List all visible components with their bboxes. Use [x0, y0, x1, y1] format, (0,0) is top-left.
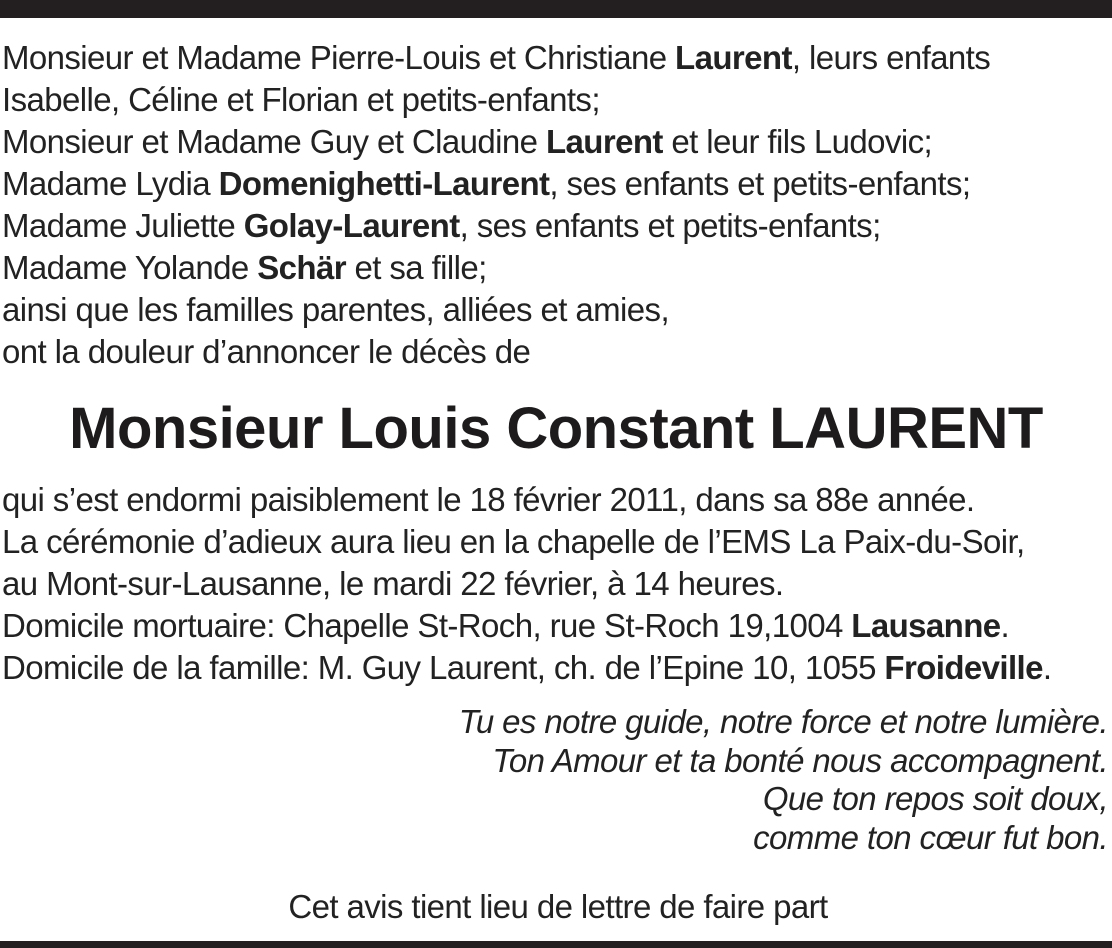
- closing-note: [0, 886, 1112, 928]
- family-surname: Schär: [257, 249, 346, 286]
- poem-line: Que ton repos soit doux,: [762, 780, 1108, 817]
- family-surname: Golay-Laurent: [243, 207, 460, 244]
- detail-line-text: qui s’est endormi paisiblement le 18 février 2011, dans sa 88e année.: [2, 481, 975, 518]
- detail-line-text: Domicile mortuaire: Chapelle St-Roch, rue St-Roch 19,1004: [2, 607, 852, 644]
- family-line: [2, 79, 1110, 121]
- detail-line: [2, 647, 1110, 689]
- top-border-rule: [0, 0, 1112, 18]
- poem-line: Tu es notre guide, notre force et notre lumière.: [458, 703, 1108, 740]
- family-line-text: Isabelle, Céline et Florian et petits-enfants;: [2, 81, 600, 118]
- detail-place: Froideville: [884, 649, 1043, 686]
- detail-line: [2, 521, 1110, 563]
- detail-place: Lausanne: [851, 607, 1001, 644]
- family-line: [2, 247, 1110, 289]
- poem-line: comme ton cœur fut bon.: [753, 818, 1108, 856]
- family-surname: Laurent: [545, 123, 663, 160]
- detail-line: [2, 479, 1110, 521]
- detail-line-text: au Mont-sur-Lausanne, le mardi 22 février, à 14 heures.: [2, 565, 784, 602]
- family-line: [2, 289, 1110, 331]
- family-line-text: , ses enfants et petits-enfants;: [549, 165, 971, 202]
- detail-line-text: Domicile de la famille: M. Guy Laurent, ch. de l’Epine 10, 1055: [2, 649, 885, 686]
- poem-line: Ton Amour et ta bonté nous accompagnent.: [492, 741, 1108, 779]
- family-line: [2, 163, 1110, 205]
- family-line-text: , leurs enfants: [791, 39, 991, 76]
- family-line-text: Monsieur et Madame Pierre-Louis et Christiane: [2, 39, 676, 76]
- bottom-border-rule: [0, 941, 1112, 948]
- detail-line-text: .: [1000, 607, 1010, 644]
- deceased-name-heading: Monsieur Louis Constant LAURENT: [69, 396, 1043, 461]
- family-surname: Domenighetti-Laurent: [218, 165, 550, 202]
- family-line-text: ainsi que les familles parentes, alliées et amies,: [2, 291, 670, 328]
- family-list: [2, 37, 1110, 373]
- family-line: [2, 331, 1110, 373]
- family-line-text: Madame Yolande: [2, 249, 258, 286]
- family-line-text: et sa fille;: [345, 249, 487, 286]
- family-line: [2, 121, 1110, 163]
- family-line: [2, 205, 1110, 247]
- family-line-text: ont la douleur d’annoncer le décès de: [2, 333, 531, 370]
- family-line-text: et leur fils Ludovic;: [662, 123, 933, 160]
- detail-line: [2, 563, 1110, 605]
- ceremony-details: [2, 479, 1110, 689]
- family-line-text: , ses enfants et petits-enfants;: [459, 207, 881, 244]
- family-surname: Laurent: [675, 39, 792, 76]
- family-line: [2, 37, 1110, 79]
- detail-line-text: .: [1042, 649, 1052, 686]
- detail-line: [2, 605, 1110, 647]
- family-line-text: Monsieur et Madame Guy et Claudine: [2, 123, 546, 160]
- family-line-text: Madame Juliette: [2, 207, 244, 244]
- poem-verse: [459, 703, 1108, 857]
- closing-note-text: Cet avis tient lieu de lettre de faire part: [288, 888, 828, 925]
- detail-line-text: La cérémonie d’adieux aura lieu en la chapelle de l’EMS La Paix-du-Soir,: [2, 523, 1025, 560]
- family-line-text: Madame Lydia: [2, 165, 219, 202]
